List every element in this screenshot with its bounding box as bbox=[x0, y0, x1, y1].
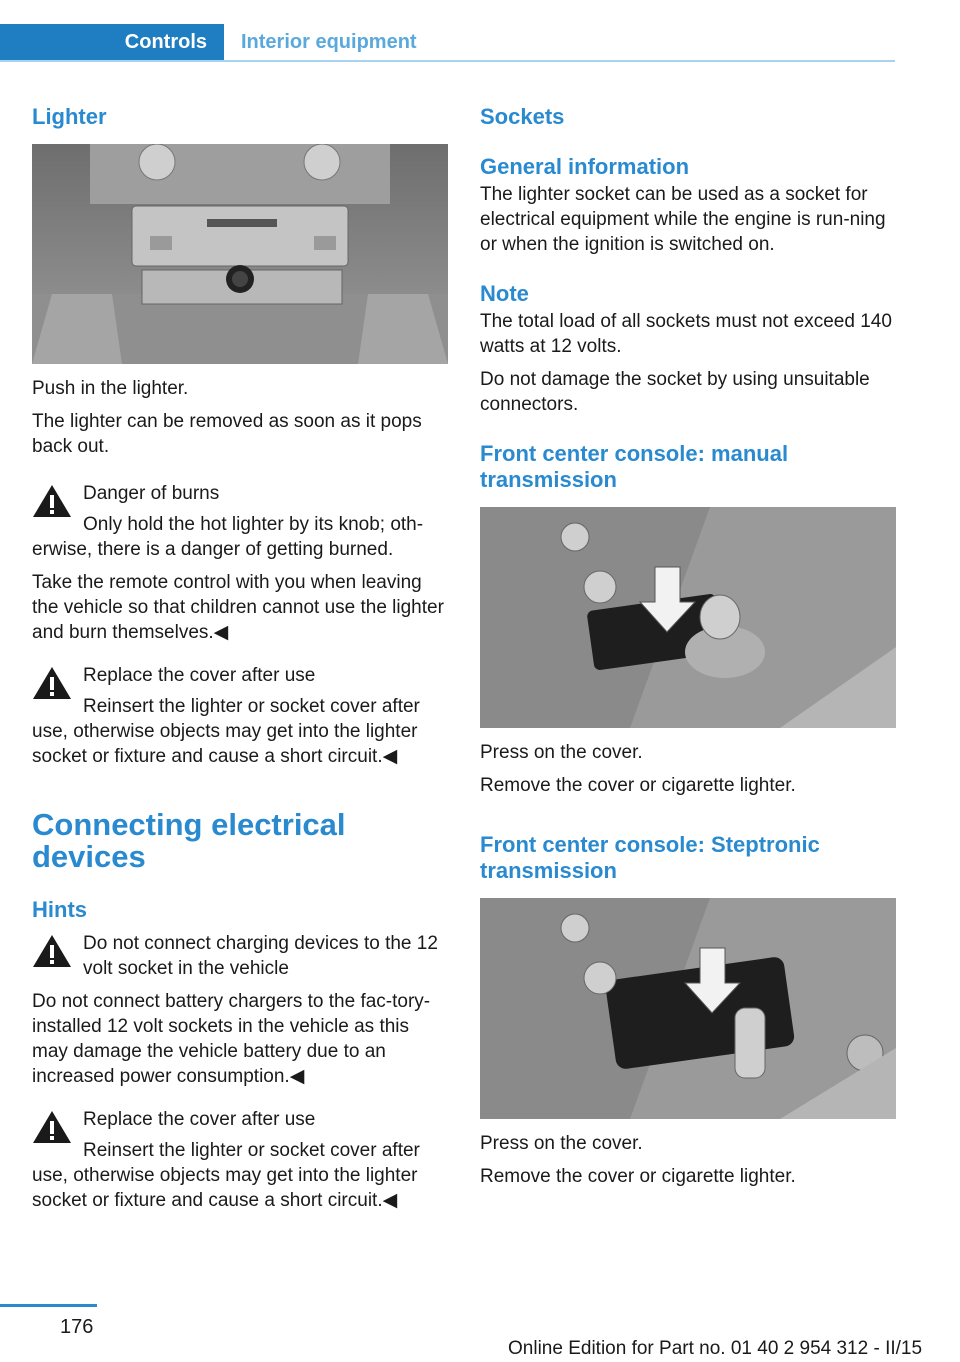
manual-press: Press on the cover. bbox=[480, 742, 643, 763]
warning-icon bbox=[32, 483, 72, 519]
steptronic-press: Press on the cover. bbox=[480, 1133, 643, 1154]
warning-icon bbox=[32, 1109, 72, 1145]
warning-charging bbox=[32, 931, 448, 981]
footer-rule bbox=[0, 1304, 97, 1307]
steptronic-console-figure bbox=[480, 898, 896, 1119]
warning-line: Only hold the hot lighter by its knob; oth- bbox=[83, 514, 424, 535]
left-column bbox=[32, 100, 448, 1213]
steptronic-remove: Remove the cover or cigarette lighter. bbox=[480, 1166, 796, 1187]
general-text: The lighter socket can be used as a socket for electrical equipment while the engine is run-ning or when the ignition is switched on. bbox=[480, 184, 886, 255]
warning-rest: use, otherwise objects may get into the lighter socket or fixture and cause a short circuit.◀ bbox=[32, 1165, 418, 1211]
right-column bbox=[480, 100, 896, 1189]
warning-title: Do not connect charging devices to the 12 volt socket in the vehicle bbox=[83, 933, 438, 979]
warning-line: Reinsert the lighter or socket cover after bbox=[83, 696, 420, 717]
steptronic-heading: Front center console: Steptronic transmission bbox=[480, 832, 820, 883]
warning-paragraph: Do not connect battery chargers to the fac-tory-installed 12 volt sockets in the vehicle as this may damage the vehicle battery due to an increased power consumption.◀ bbox=[32, 991, 431, 1087]
removed-text: The lighter can be removed as soon as it pops back out. bbox=[32, 411, 422, 457]
warning-title: Danger of burns bbox=[83, 483, 220, 504]
warning-cover bbox=[32, 663, 448, 769]
header-rule bbox=[0, 60, 895, 62]
note-text-1: The total load of all sockets must not exceed 140 watts at 12 volts. bbox=[480, 311, 892, 357]
warning-cover-2 bbox=[32, 1107, 448, 1213]
warning-icon bbox=[32, 665, 72, 701]
lighter-figure bbox=[32, 144, 448, 364]
manual-console-figure bbox=[480, 507, 896, 728]
note-text-2: Do not damage the socket by using unsuitable connectors. bbox=[480, 369, 870, 415]
hints-heading: Hints bbox=[32, 897, 87, 922]
connecting-heading: Connecting electrical devices bbox=[32, 807, 346, 874]
general-heading: General information bbox=[480, 154, 690, 179]
manual-remove: Remove the cover or cigarette lighter. bbox=[480, 775, 796, 796]
warning-paragraph: Take the remote control with you when leaving the vehicle so that children cannot use the lighter and burn themselves.◀ bbox=[32, 572, 444, 643]
tab-controls[interactable]: Controls bbox=[0, 24, 224, 61]
warning-title: Replace the cover after use bbox=[83, 1109, 316, 1130]
edition-text: Online Edition for Part no. 01 40 2 954 312 - II/15 bbox=[508, 1338, 923, 1359]
warning-burns bbox=[32, 481, 448, 562]
sockets-heading: Sockets bbox=[480, 104, 565, 129]
warning-rest: erwise, there is a danger of getting burned. bbox=[32, 539, 394, 560]
page-number: 176 bbox=[60, 1316, 94, 1338]
push-text: Push in the lighter. bbox=[32, 378, 189, 399]
warning-icon bbox=[32, 933, 72, 969]
tab-interior-equipment[interactable]: Interior equipment bbox=[241, 31, 417, 53]
note-heading: Note bbox=[480, 281, 529, 306]
warning-line: Reinsert the lighter or socket cover after bbox=[83, 1140, 420, 1161]
page-header bbox=[0, 0, 960, 64]
lighter-heading: Lighter bbox=[32, 104, 107, 129]
warning-title: Replace the cover after use bbox=[83, 665, 316, 686]
warning-rest: use, otherwise objects may get into the lighter socket or fixture and cause a short circuit.◀ bbox=[32, 721, 418, 767]
manual-heading: Front center console: manual transmission bbox=[480, 441, 789, 492]
